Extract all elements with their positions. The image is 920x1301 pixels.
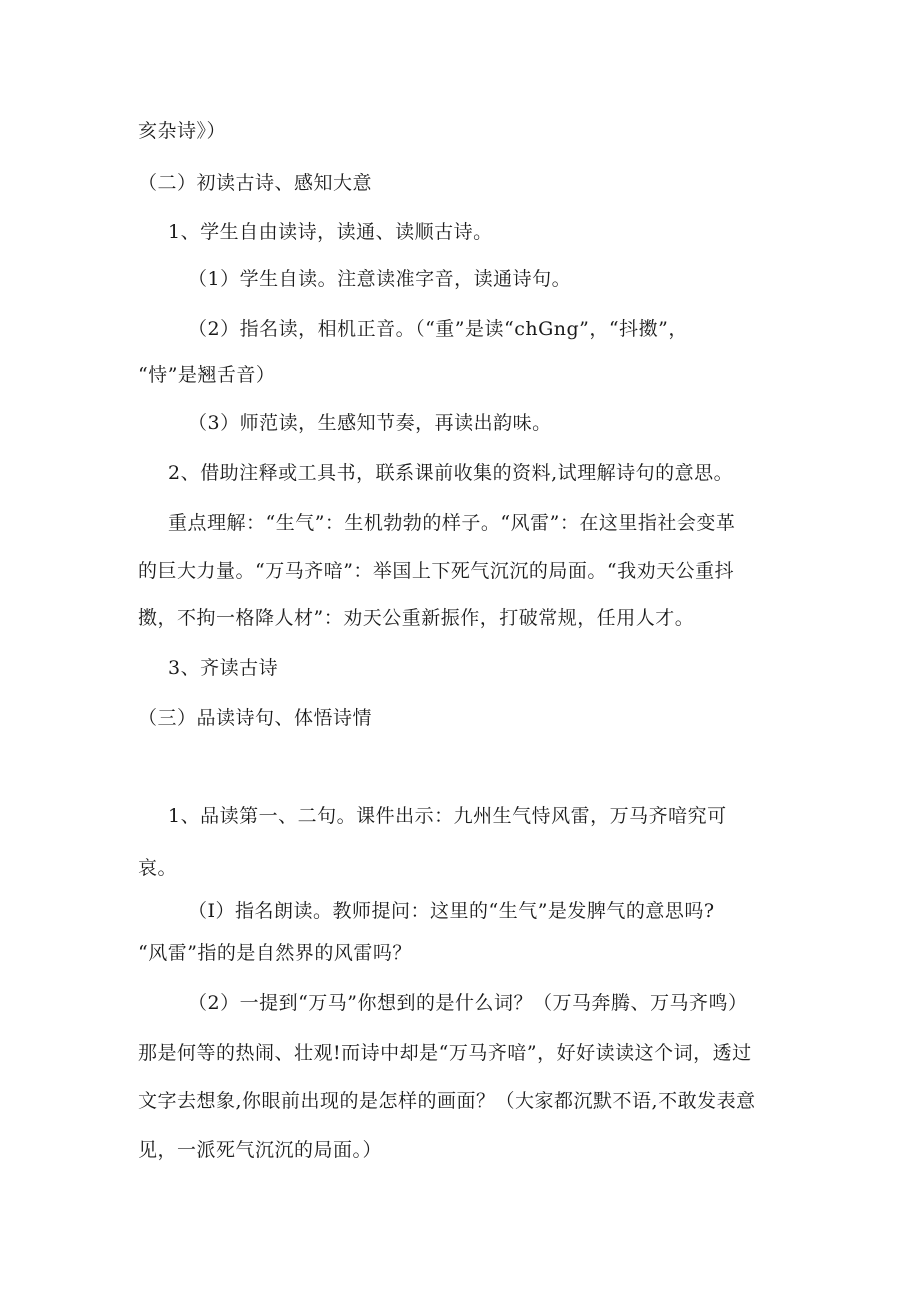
text-line: 文字去想象,你眼前出现的是怎样的画面？（大家都沉默不语,不敢发表意 xyxy=(138,1090,756,1112)
section-heading: （二）初读古诗、感知大意 xyxy=(138,172,373,194)
text-line: （I）指名朗读。教师提问：这里的“生气”是发脾气的意思吗? xyxy=(188,900,715,922)
text-line: 2、借助注释或工具书，联系课前收集的资料,试理解诗句的意思。 xyxy=(168,462,734,484)
text-line: 见，一派死气沉沉的局面。） xyxy=(138,1139,383,1161)
text-line: 3、齐读古诗 xyxy=(168,657,279,679)
text-line: （3）师范读，生感知节奏，再读出韵味。 xyxy=(188,412,552,434)
text-line: （2）指名读，相机正音。（“重”是读“chGng”，“抖擞”， xyxy=(188,318,688,340)
text-line: （1）学生自读。注意读准字音，读通诗句。 xyxy=(188,268,572,290)
text-line: 1、学生自由读诗，读通、读顺古诗。 xyxy=(168,221,493,243)
text-line: 亥杂诗》） xyxy=(138,120,227,142)
section-heading: （三）品读诗句、体悟诗情 xyxy=(138,707,373,729)
text-line: 的巨大力量。“万马齐喑”：举国上下死气沉沉的局面。“我劝天公重抖 xyxy=(138,560,735,582)
text-line: 那是何等的热闹、壮观!而诗中却是“万马齐喑”，好好读读这个词，透过 xyxy=(138,1042,752,1064)
text-line: 1、品读第一、二句。课件出示：九州生气恃风雷，万马齐喑究可 xyxy=(168,805,727,827)
text-line: 重点理解：“生气”：生机勃勃的样子。“风雷”：在这里指社会变革 xyxy=(168,512,736,534)
text-line: “风雷”指的是自然界的风雷吗？ xyxy=(138,942,412,964)
text-line: （2）一提到“万马”你想到的是什么词？（万马奔腾、万马齐鸣） xyxy=(188,992,748,1014)
text-line: 哀。 xyxy=(138,857,178,879)
text-line: 擞，不拘一格降人材”：劝天公重新振作，打破常规，任用人才。 xyxy=(138,607,695,629)
text-line: “恃”是翘舌音） xyxy=(138,364,276,386)
